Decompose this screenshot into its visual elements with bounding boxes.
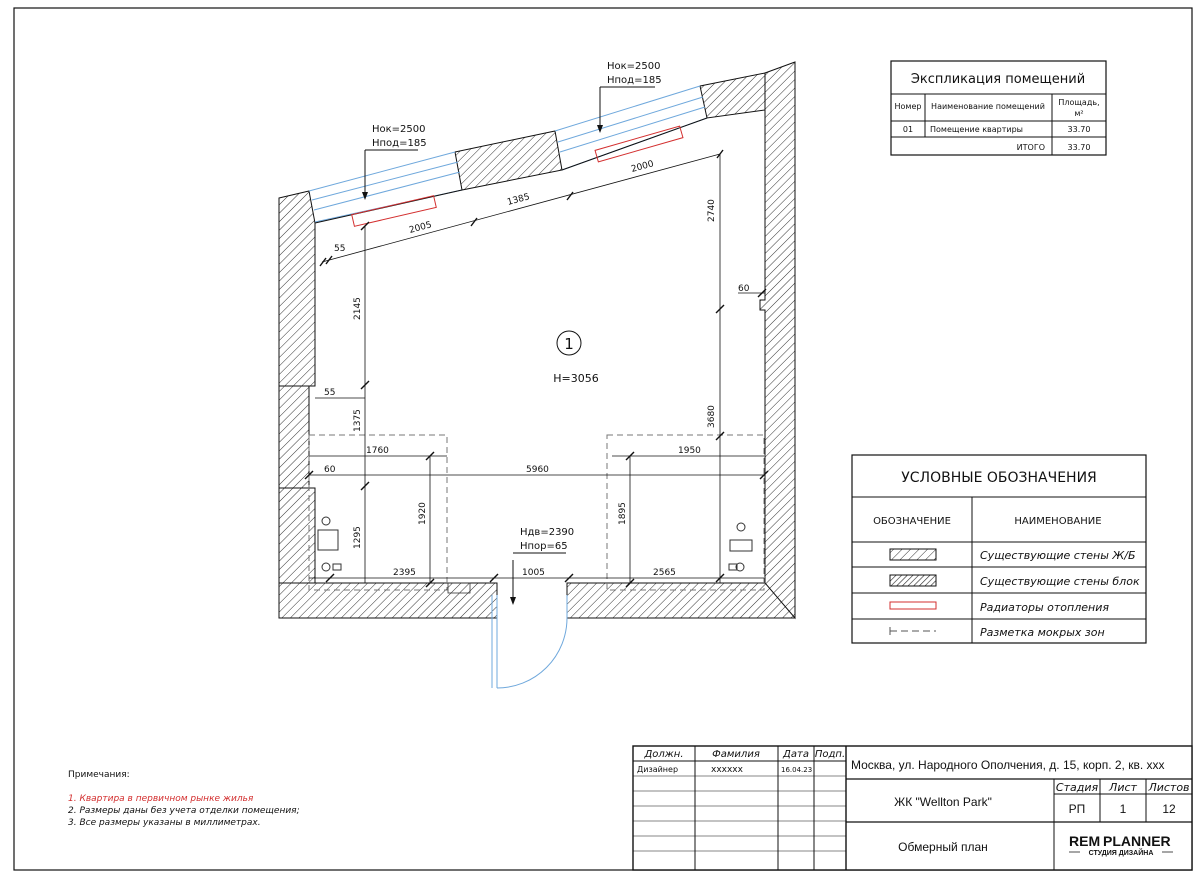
- window-left-h-pod: Нпод=185: [372, 138, 427, 149]
- stamp-header-sign: Подп.: [814, 749, 846, 760]
- svg-text:PLANNER: PLANNER: [1103, 833, 1171, 849]
- room-number: 1: [564, 335, 574, 353]
- dim-2740: 2740: [707, 199, 717, 222]
- wall-bottom-right: [567, 583, 795, 618]
- window-right-h-ok: Нок=2500: [607, 61, 661, 72]
- legend-col-name: НАИМЕНОВАНИЕ: [1014, 516, 1102, 527]
- wall-left-lower: [279, 386, 309, 488]
- stamp-sheets: 12: [1162, 802, 1176, 816]
- row-number: 01: [902, 125, 914, 134]
- dim-1385: 1385: [506, 192, 531, 208]
- entrance-door: [448, 560, 567, 688]
- sink-icon: [318, 530, 338, 550]
- window-left: [309, 152, 462, 222]
- wall-bottom-left: [279, 583, 497, 618]
- legend-swatch-block: [890, 575, 936, 586]
- stamp-header-sheet: Лист: [1109, 781, 1137, 794]
- legend-title: УСЛОВНЫЕ ОБОЗНАЧЕНИЯ: [901, 470, 1097, 486]
- stamp-surname: xxxxxx: [711, 765, 743, 775]
- room-height: H=3056: [553, 372, 599, 385]
- dim-1920: 1920: [418, 502, 428, 525]
- total-label: ИТОГО: [1016, 143, 1045, 152]
- floor-plan: [279, 61, 795, 688]
- stamp-header-position: Должн.: [644, 749, 684, 760]
- col-name-header: Наименование помещений: [931, 102, 1045, 111]
- dim-60-right: 60: [738, 284, 750, 294]
- legend-item-block: Существующие стены блок: [980, 575, 1140, 588]
- stamp-date: 16.04.23: [781, 766, 813, 774]
- notes: [68, 770, 300, 828]
- dim-2145: 2145: [353, 297, 363, 320]
- legend-swatch-concrete: [890, 549, 936, 560]
- note-2: 2. Размеры даны без учета отделки помещения;: [68, 806, 300, 816]
- legend-col-symbol: ОБОЗНАЧЕНИЕ: [873, 516, 951, 527]
- wall-top-right-corner: [700, 73, 765, 118]
- note-1: 1. Квартира в первичном рынке жилья: [68, 794, 254, 804]
- window-right: [555, 86, 707, 170]
- row-name: Помещение квартиры: [930, 125, 1023, 134]
- window-left-h-ok: Нок=2500: [372, 124, 426, 135]
- col-area-header-1: Площадь,: [1058, 98, 1100, 107]
- col-area-header-2: м²: [1074, 109, 1084, 118]
- svg-text:REM: REM: [1069, 833, 1101, 849]
- stamp-header-sheets: Листов: [1148, 781, 1190, 794]
- wall-top-pier: [455, 131, 562, 190]
- dim-1295: 1295: [353, 526, 363, 549]
- stamp-drawing-title: Обмерный план: [898, 840, 988, 854]
- drain-icon: [737, 523, 745, 531]
- legend-table: [852, 455, 1146, 643]
- dim-2000: 2000: [630, 159, 655, 175]
- stamp-complex: ЖК "Wellton Park": [894, 795, 992, 809]
- legend-item-concrete: Существующие стены Ж/Б: [980, 549, 1136, 562]
- explication-table: [891, 61, 1106, 155]
- door-h-dv: Ндв=2390: [520, 527, 575, 538]
- wall-left-bottom: [279, 488, 315, 583]
- stamp-header-surname: Фамилия: [712, 749, 760, 760]
- row-area: 33.70: [1067, 125, 1091, 134]
- stamp-sheet: 1: [1119, 802, 1127, 816]
- valve-icon: [322, 563, 330, 571]
- legend-item-wet-zone: Разметка мокрых зон: [980, 626, 1105, 639]
- total-area: 33.70: [1067, 143, 1091, 152]
- notes-title: Примечания:: [68, 770, 130, 780]
- drain-icon: [322, 517, 330, 525]
- dim-2565: 2565: [653, 568, 676, 578]
- stamp-stage: РП: [1068, 802, 1086, 816]
- title-block: [633, 746, 1192, 870]
- col-number-header: Номер: [894, 102, 922, 111]
- stamp-position: Дизайнер: [637, 765, 679, 774]
- wall-right: [760, 62, 795, 618]
- door-h-por: Нпор=65: [520, 541, 568, 552]
- dim-1895: 1895: [618, 502, 628, 525]
- dim-60-h: 60: [324, 465, 336, 475]
- stamp-header-stage: Стадия: [1055, 781, 1099, 794]
- dim-55-left: 55: [324, 388, 336, 398]
- dim-5960: 5960: [526, 465, 549, 475]
- wet-zone-right: [607, 435, 764, 590]
- legend-item-radiator: Радиаторы отопления: [980, 601, 1109, 614]
- explication-title: Экспликация помещений: [910, 72, 1086, 87]
- stamp-header-date: Дата: [783, 749, 809, 760]
- stamp-address: Москва, ул. Народного Ополчения, д. 15, корп. 2, кв. xxx: [851, 758, 1165, 772]
- note-3: 3. Все размеры указаны в миллиметрах.: [68, 818, 261, 828]
- window-right-h-pod: Нпод=185: [607, 75, 662, 86]
- dim-1760: 1760: [366, 446, 389, 456]
- dim-1950: 1950: [678, 446, 701, 456]
- dim-55-top: 55: [334, 244, 346, 254]
- dim-3680: 3680: [707, 405, 717, 428]
- dim-2395: 2395: [393, 568, 416, 578]
- svg-text:СТУДИЯ ДИЗАЙНА: СТУДИЯ ДИЗАЙНА: [1088, 850, 1154, 857]
- dim-2005: 2005: [408, 220, 433, 236]
- dim-1005: 1005: [522, 568, 545, 578]
- sink-icon: [730, 540, 752, 551]
- dim-1375: 1375: [353, 409, 363, 432]
